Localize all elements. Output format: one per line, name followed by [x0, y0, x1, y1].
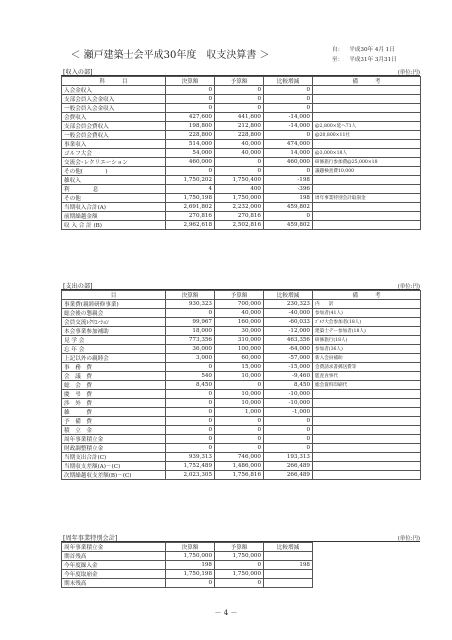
table-row	[62, 435, 421, 444]
table-row	[62, 444, 421, 453]
budget-amount: 0	[215, 104, 264, 113]
settled-amount: 54,000	[166, 149, 215, 158]
difference-amount: 0	[264, 417, 313, 426]
difference-amount: -60,033	[264, 318, 313, 327]
remarks-cell: ｺﾞﾙﾌ大会参加者(18人)	[313, 318, 421, 327]
settled-amount: 36,000	[166, 345, 215, 354]
difference-amount: -396	[264, 185, 313, 194]
column-header: 決算額	[166, 543, 215, 552]
special-header-row	[62, 543, 421, 552]
table-row	[62, 167, 421, 176]
difference-amount: 266,489	[264, 462, 313, 471]
column-header: 決算額	[166, 77, 215, 86]
budget-amount: 0	[215, 86, 264, 95]
difference-amount: -57,000	[264, 354, 313, 363]
special-unit-label: (単位:円)	[397, 536, 420, 542]
difference-amount: -1,000	[264, 408, 313, 417]
remarks-cell	[313, 417, 421, 426]
income-section-title: [収入の部]	[63, 69, 93, 76]
row-label: その他( )	[62, 167, 166, 176]
table-row	[62, 131, 421, 140]
row-label: 事 務 費	[62, 363, 166, 372]
budget-amount: 15,000	[215, 363, 264, 372]
difference-amount	[264, 552, 313, 561]
remarks-cell	[313, 390, 421, 399]
row-label: 交流会･レクリエーション	[62, 158, 166, 167]
settled-amount: 8,450	[166, 381, 215, 390]
row-label: 当期収入合計(A)	[62, 203, 166, 212]
table-row	[62, 185, 421, 194]
settled-amount: 0	[166, 104, 215, 113]
column-header: 比較増減	[264, 291, 313, 300]
remarks-cell	[313, 140, 421, 149]
row-label: 総 会 費	[62, 381, 166, 390]
settled-amount: 0	[166, 95, 215, 104]
settled-amount: 2,023,305	[166, 471, 215, 480]
remarks-cell: 議題検査費10,000	[313, 167, 421, 176]
budget-amount: 1,756,816	[215, 471, 264, 480]
row-label: 慶 弔 費	[62, 390, 166, 399]
difference-amount: -198	[264, 176, 313, 185]
remarks-cell: @20,800×11社	[313, 131, 421, 140]
table-row	[62, 408, 421, 417]
budget-amount: 228,800	[215, 131, 264, 140]
difference-amount: 459,802	[264, 203, 313, 212]
settled-amount: 270,816	[166, 212, 215, 221]
difference-amount: 474,000	[264, 140, 313, 149]
table-row	[62, 561, 421, 570]
budget-amount: 2,232,000	[215, 203, 264, 212]
settled-amount: 0	[166, 408, 215, 417]
difference-amount: -14,000	[264, 122, 313, 131]
settled-amount: 0	[166, 363, 215, 372]
column-header: 備 考	[313, 291, 421, 300]
budget-amount: 441,600	[215, 113, 264, 122]
row-label: 期首残高	[62, 552, 166, 561]
settled-amount: 0	[166, 426, 215, 435]
difference-amount: -64,000	[264, 345, 313, 354]
difference-amount: 0	[264, 104, 313, 113]
row-label: 事業費(親睦研修事業)	[62, 300, 166, 309]
remarks-cell	[313, 203, 421, 212]
budget-amount: 0	[215, 435, 264, 444]
difference-amount	[264, 579, 313, 588]
remarks-cell	[313, 86, 421, 95]
budget-amount: 0	[215, 426, 264, 435]
budget-amount: 1,750,000	[215, 570, 264, 579]
special-account-section	[61, 532, 420, 588]
remarks-cell	[313, 552, 421, 561]
budget-amount: 1,000	[215, 408, 264, 417]
remarks-cell	[313, 95, 421, 104]
budget-amount: 0	[215, 95, 264, 104]
remarks-cell	[313, 408, 421, 417]
difference-amount: 0	[264, 212, 313, 221]
income-header-rule	[61, 75, 420, 76]
budget-amount: 400	[215, 185, 264, 194]
settled-amount: 2,691,802	[166, 203, 215, 212]
table-row	[62, 194, 421, 203]
remarks-cell: 参加者(36人)	[313, 345, 421, 354]
difference-amount: -10,000	[264, 390, 313, 399]
column-header	[313, 543, 421, 552]
budget-amount: 60,000	[215, 354, 264, 363]
budget-amount: 212,800	[215, 122, 264, 131]
row-label: 利 息	[62, 185, 166, 194]
settled-amount: 1,750,000	[166, 552, 215, 561]
table-row	[62, 86, 421, 95]
settled-amount: 0	[166, 86, 215, 95]
budget-amount: 40,000	[215, 140, 264, 149]
table-row	[62, 372, 421, 381]
budget-amount: 746,000	[215, 453, 264, 462]
remarks-cell	[313, 435, 421, 444]
expense-table	[61, 290, 421, 480]
table-row	[62, 176, 421, 185]
expense-section-title: [支出の部]	[63, 283, 93, 290]
table-row	[62, 149, 421, 158]
budget-amount: 10,000	[215, 399, 264, 408]
row-label: その他	[62, 194, 166, 203]
difference-amount: 0	[264, 167, 313, 176]
table-row	[62, 399, 421, 408]
budget-amount: 40,000	[215, 149, 264, 158]
remarks-cell	[313, 212, 421, 221]
remarks-cell: 建築士デー参加者(18人)	[313, 327, 421, 336]
row-label: 当期収支差額(A)－(C)	[62, 462, 166, 471]
row-label: 会員交流ﾚｸﾘｴｰｼｮﾝ	[62, 318, 166, 327]
difference-amount: 0	[264, 95, 313, 104]
budget-amount: 0	[215, 167, 264, 176]
remarks-cell: @3,000×18人	[313, 149, 421, 158]
budget-amount: 0	[215, 579, 264, 588]
column-header: 比較増減	[264, 77, 313, 86]
remarks-cell	[313, 471, 421, 480]
column-header: 予算額	[215, 543, 264, 552]
difference-amount: 0	[264, 426, 313, 435]
remarks-cell: 新入会員補助	[313, 354, 421, 363]
remarks-cell	[313, 185, 421, 194]
settled-amount: 1,750,198	[166, 194, 215, 203]
remarks-cell: 研修旅行(18人)	[313, 336, 421, 345]
row-label: 総会後の懇親会	[62, 309, 166, 318]
row-label: 本会事業参加補助	[62, 327, 166, 336]
settled-amount: 0	[166, 167, 215, 176]
difference-amount: 459,802	[264, 221, 313, 230]
period-from-label: 自：	[332, 47, 344, 53]
table-row	[62, 318, 421, 327]
row-label: 一般会員会費収入	[62, 131, 166, 140]
column-header: 予算額	[215, 291, 264, 300]
difference-amount: -14,000	[264, 113, 313, 122]
special-header-rule	[61, 541, 420, 542]
budget-amount: 2,502,816	[215, 221, 264, 230]
difference-amount: 198	[264, 561, 313, 570]
row-label: 一般会員入会金収入	[62, 104, 166, 113]
difference-amount: 8,450	[264, 381, 313, 390]
table-row	[62, 462, 421, 471]
income-section	[61, 66, 420, 230]
settled-amount: 460,000	[166, 158, 215, 167]
remarks-cell: 周年事業特別会計取崩金	[313, 194, 421, 203]
column-header: 周年事業積立金	[62, 543, 166, 552]
budget-amount: 270,816	[215, 212, 264, 221]
row-label: 上記以外の親睦会	[62, 354, 166, 363]
settled-amount: 773,356	[166, 336, 215, 345]
settled-amount: 514,000	[166, 140, 215, 149]
difference-amount: -12,000	[264, 327, 313, 336]
budget-amount: 0	[215, 561, 264, 570]
expense-header-rule	[61, 289, 420, 290]
table-row	[62, 300, 421, 309]
table-row	[62, 309, 421, 318]
settled-amount: 99,967	[166, 318, 215, 327]
remarks-cell	[313, 176, 421, 185]
remarks-cell: 監査食事代	[313, 372, 421, 381]
settled-amount: 1,752,489	[166, 462, 215, 471]
row-label: 見 学 会	[62, 336, 166, 345]
table-row	[62, 113, 421, 122]
column-header: 比較増減	[264, 543, 313, 552]
difference-amount: 0	[264, 86, 313, 95]
row-label: 会費収入	[62, 113, 166, 122]
income-section-header	[61, 66, 420, 76]
row-label: 支部会員会費収入	[62, 122, 166, 131]
row-label: 忘 年 会	[62, 345, 166, 354]
budget-amount: 30,000	[215, 327, 264, 336]
remarks-cell: 総会資料印刷代	[313, 381, 421, 390]
budget-amount: 0	[215, 158, 264, 167]
remarks-cell: @2,800×延へ71人	[313, 122, 421, 131]
budget-amount: 1,750,400	[215, 176, 264, 185]
remarks-cell	[313, 561, 421, 570]
settled-amount: 1,750,202	[166, 176, 215, 185]
row-label: 入会金収入	[62, 86, 166, 95]
budget-amount: 0	[215, 381, 264, 390]
period-to-label: 至：	[332, 57, 344, 63]
settled-amount: 1,750,198	[166, 570, 215, 579]
difference-amount: 198	[264, 194, 313, 203]
remarks-cell	[313, 113, 421, 122]
row-label: 雑収入	[62, 176, 166, 185]
row-label: 当期支出合計(C)	[62, 453, 166, 462]
income-unit-label: (単位:円)	[397, 70, 420, 76]
budget-amount: 310,000	[215, 336, 264, 345]
budget-amount: 0	[215, 417, 264, 426]
table-row	[62, 570, 421, 579]
remarks-cell	[313, 453, 421, 462]
page-number: － 4 －	[214, 609, 238, 617]
difference-amount: 0	[264, 444, 313, 453]
budget-amount: 700,000	[215, 300, 264, 309]
remarks-cell: 内 訳	[313, 300, 421, 309]
remarks-cell: 参加者(41人)	[313, 309, 421, 318]
expense-rows	[62, 300, 421, 480]
table-row	[62, 203, 421, 212]
row-label: 収 入 合 計 (B)	[62, 221, 166, 230]
special-section-header	[61, 532, 420, 542]
expense-header-row	[62, 291, 421, 300]
expense-unit-label: (単位:円)	[397, 284, 420, 290]
table-row	[62, 363, 421, 372]
row-label: 支部会員入会金収入	[62, 95, 166, 104]
column-header: 予算額	[215, 77, 264, 86]
settled-amount: 930,323	[166, 300, 215, 309]
income-header-row	[62, 77, 421, 86]
special-account-table	[61, 542, 421, 588]
row-label: 今年度繰入金	[62, 561, 166, 570]
settled-amount: 18,000	[166, 327, 215, 336]
remarks-cell	[313, 444, 421, 453]
settled-amount: 2,962,618	[166, 221, 215, 230]
table-row	[62, 336, 421, 345]
table-row	[62, 390, 421, 399]
table-row	[62, 122, 421, 131]
table-row	[62, 140, 421, 149]
document-title: ＜ 瀬戸建築士会平成30年度 収支決算書 ＞	[70, 50, 270, 61]
difference-amount: 0	[264, 435, 313, 444]
column-header: 備 考	[313, 77, 421, 86]
difference-amount: -10,000	[264, 399, 313, 408]
table-row	[62, 426, 421, 435]
table-row	[62, 212, 421, 221]
remarks-cell	[313, 570, 421, 579]
table-row	[62, 552, 421, 561]
table-row	[62, 158, 421, 167]
table-row	[62, 453, 421, 462]
difference-amount: -40,000	[264, 309, 313, 318]
row-label: 次期繰越収支差額(B)－(C)	[62, 471, 166, 480]
row-label: 事業収入	[62, 140, 166, 149]
settled-amount: 0	[166, 435, 215, 444]
remarks-cell	[313, 104, 421, 113]
row-label: 雑 費	[62, 408, 166, 417]
fiscal-period	[332, 45, 397, 65]
table-row	[62, 579, 421, 588]
special-rows	[62, 552, 421, 588]
remarks-cell: 研修旅行参加費@25,000×18	[313, 158, 421, 167]
table-row	[62, 381, 421, 390]
difference-amount: 266,489	[264, 471, 313, 480]
income-rows	[62, 86, 421, 230]
row-label: 財政調整積立金	[62, 444, 166, 453]
row-label: 渉 外 費	[62, 399, 166, 408]
budget-amount: 1,750,000	[215, 194, 264, 203]
remarks-cell	[313, 221, 421, 230]
difference-amount: 193,313	[264, 453, 313, 462]
table-row	[62, 417, 421, 426]
settled-amount: 3,000	[166, 354, 215, 363]
expense-section	[61, 280, 420, 480]
settled-amount: 0	[166, 579, 215, 588]
budget-amount: 1,486,000	[215, 462, 264, 471]
difference-amount: 0	[264, 131, 313, 140]
row-label: 期末残高	[62, 579, 166, 588]
settled-amount: 939,313	[166, 453, 215, 462]
budget-amount: 1,750,000	[215, 552, 264, 561]
settled-amount: 198,800	[166, 122, 215, 131]
budget-amount: 40,000	[215, 309, 264, 318]
settled-amount: 0	[166, 399, 215, 408]
period-from-date: 平成30年 4月 1日	[349, 47, 395, 53]
special-section-title: [周年事業特別会計]	[63, 535, 118, 542]
row-label: 積 立 金	[62, 426, 166, 435]
difference-amount	[264, 570, 313, 579]
difference-amount: -15,000	[264, 363, 313, 372]
settled-amount: 427,600	[166, 113, 215, 122]
row-label: 前期繰越金額	[62, 212, 166, 221]
income-table	[61, 76, 421, 230]
table-row	[62, 95, 421, 104]
settled-amount: 0	[166, 444, 215, 453]
settled-amount: 198	[166, 561, 215, 570]
budget-amount: 160,000	[215, 318, 264, 327]
settled-amount: 0	[166, 417, 215, 426]
row-label: 会 議 費	[62, 372, 166, 381]
remarks-cell: 会費請求書郵送費等	[313, 363, 421, 372]
table-row	[62, 345, 421, 354]
row-label: 予 備 費	[62, 417, 166, 426]
remarks-cell	[313, 579, 421, 588]
column-header: 決算額	[166, 291, 215, 300]
budget-amount: 0	[215, 444, 264, 453]
budget-amount: 10,000	[215, 372, 264, 381]
row-label: ゴルフ大会	[62, 149, 166, 158]
period-to-date: 平成31年 3月31日	[349, 57, 397, 63]
settled-amount: 228,800	[166, 131, 215, 140]
remarks-cell	[313, 399, 421, 408]
expense-section-header	[61, 280, 420, 290]
table-row	[62, 221, 421, 230]
table-row	[62, 354, 421, 363]
difference-amount: -9,460	[264, 372, 313, 381]
column-header: 科 目	[62, 77, 166, 86]
table-row	[62, 471, 421, 480]
difference-amount: 14,000	[264, 149, 313, 158]
budget-amount: 100,000	[215, 345, 264, 354]
settled-amount: 0	[166, 390, 215, 399]
settled-amount: 4	[166, 185, 215, 194]
settled-amount: 0	[166, 309, 215, 318]
budget-amount: 10,000	[215, 390, 264, 399]
remarks-cell	[313, 426, 421, 435]
row-label: 今年度取崩金	[62, 570, 166, 579]
remarks-cell	[313, 462, 421, 471]
difference-amount: 463,356	[264, 336, 313, 345]
row-label: 周年事業積立金	[62, 435, 166, 444]
table-row	[62, 104, 421, 113]
difference-amount: 230,323	[264, 300, 313, 309]
column-header: 目	[62, 291, 166, 300]
settled-amount: 540	[166, 372, 215, 381]
difference-amount: 460,000	[264, 158, 313, 167]
table-row	[62, 327, 421, 336]
